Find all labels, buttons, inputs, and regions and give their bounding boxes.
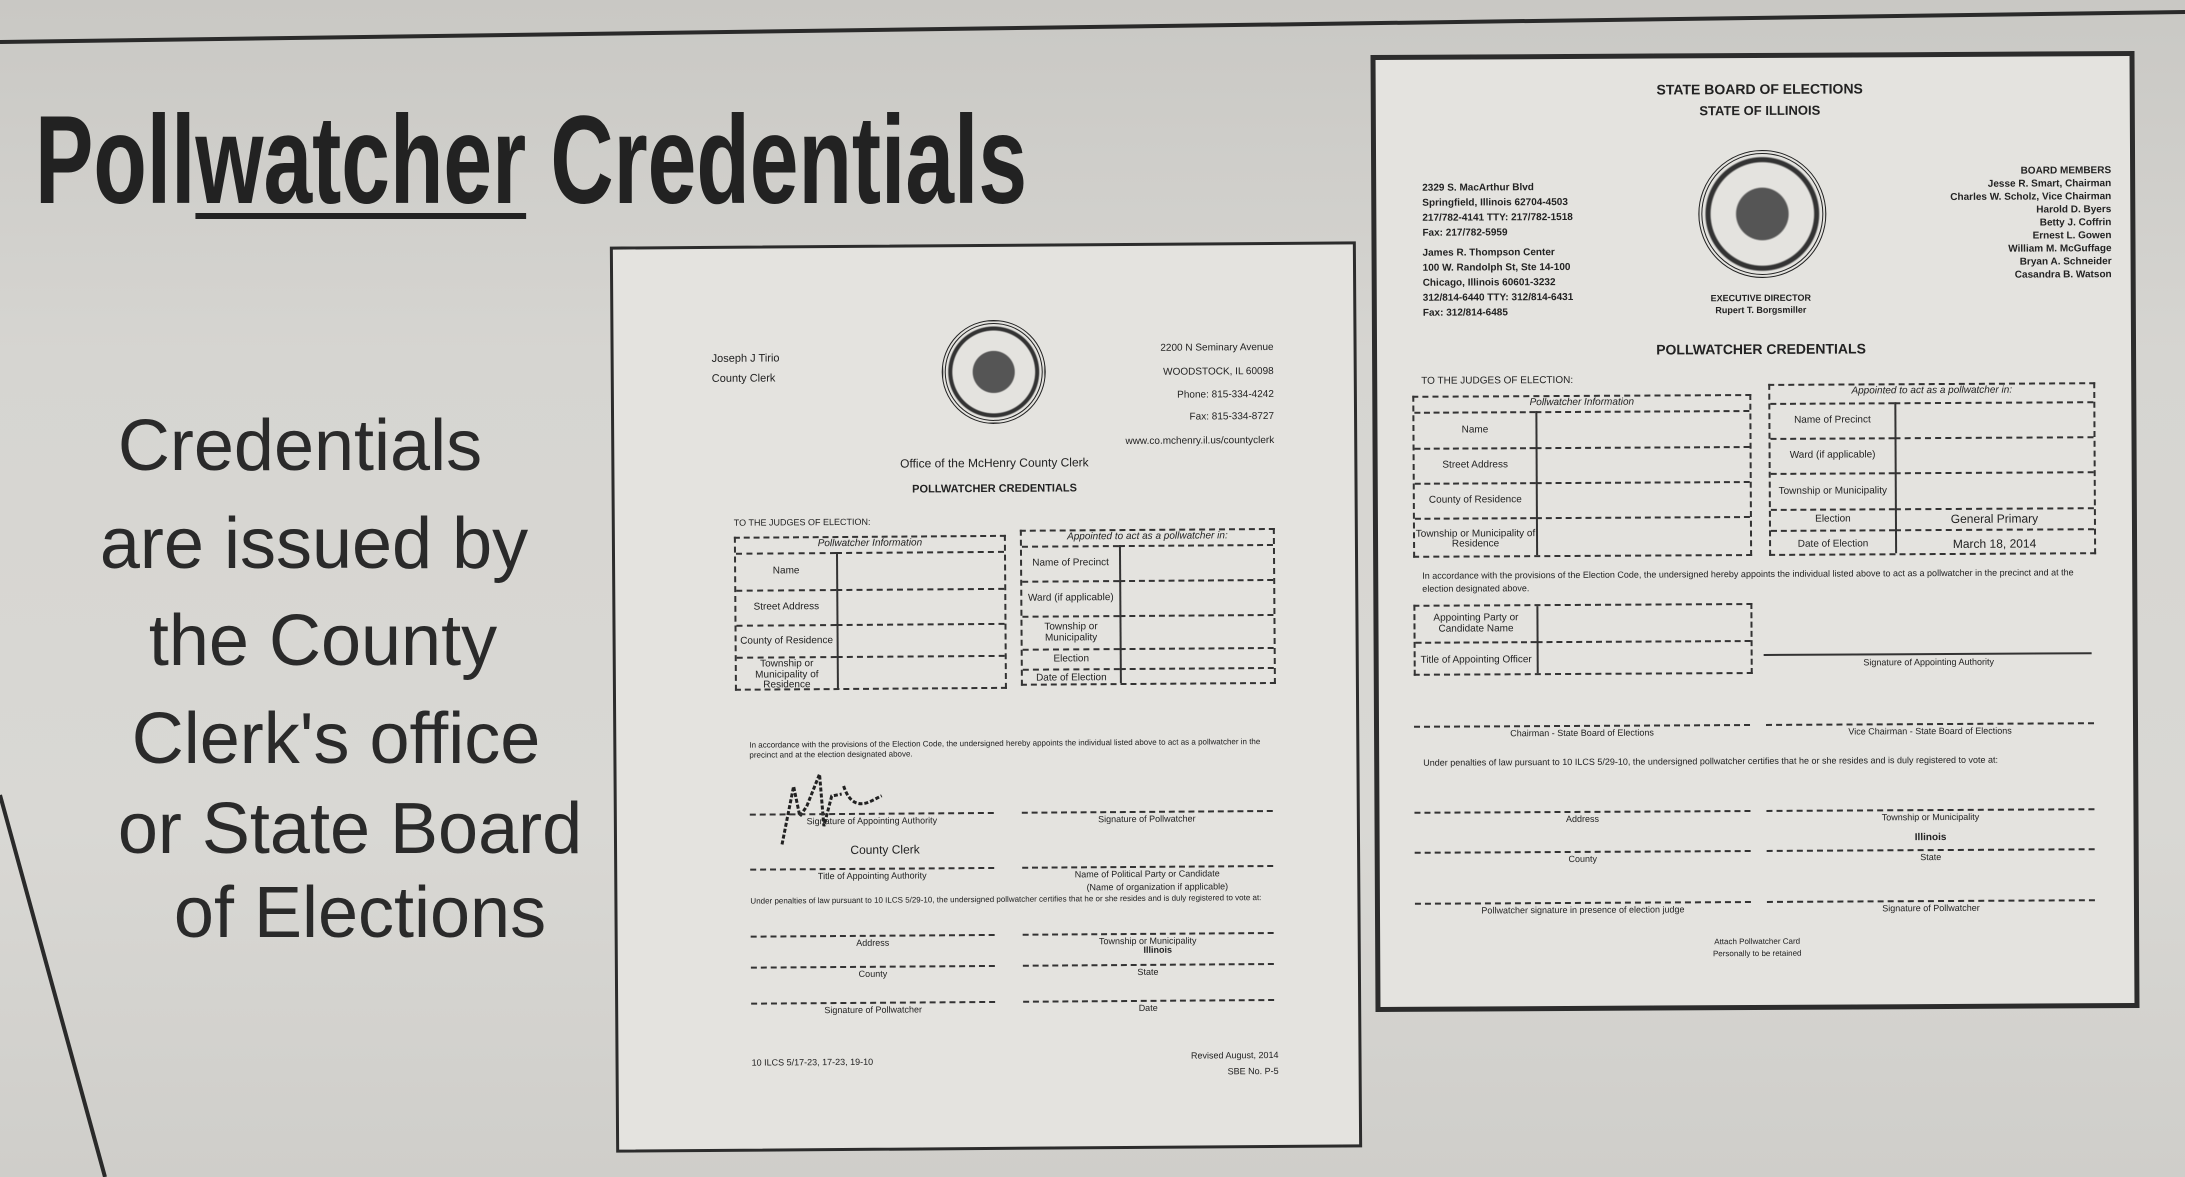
state-value: Illinois — [1914, 832, 1947, 844]
table-row-label: Name — [736, 552, 836, 590]
table-row-value[interactable] — [1894, 401, 2093, 437]
clerk-title: County Clerk — [711, 372, 776, 385]
line-caption: Township or Municipality — [1881, 811, 1980, 823]
table-row-label: Ward (if applicable) — [1022, 580, 1119, 616]
chicago-address-line: 100 W. Randolph St, Ste 14-100 — [1422, 261, 1571, 274]
certification-text: Under penalties of law pursuant to 10 ILCS 5/29-10, the undersigned pollwatcher certifies that he or she resides and is duly registered to vote at: — [1423, 754, 1999, 768]
director-title: EXECUTIVE DIRECTOR — [1710, 292, 1811, 304]
table-row-label: Street Address — [736, 589, 836, 625]
page-title — [35, 91, 1027, 230]
form-heading: POLLWATCHER CREDENTIALS — [1656, 340, 1866, 358]
table-row-value[interactable] — [1119, 579, 1273, 615]
board-member: Harold D. Byers — [2036, 204, 2112, 216]
line-caption: Pollwatcher signature in presence of election judge — [1481, 904, 1685, 916]
clerk-caption: County Clerk — [850, 842, 920, 857]
county-clerk-credential-form — [610, 241, 1362, 1152]
table-row-label: Ward (if applicable) — [1771, 437, 1895, 473]
line-subcaption: (Name of organization if applicable) — [1086, 881, 1229, 893]
clerk-signature — [771, 766, 897, 849]
table-row-value[interactable] — [1536, 605, 1750, 641]
county-address-line: Phone: 815-334-4242 — [1177, 388, 1274, 401]
line-caption: State — [1137, 966, 1159, 977]
table-row-value[interactable] — [1119, 544, 1273, 580]
county-address-line: WOODSTOCK, IL 60098 — [1163, 365, 1274, 378]
certification-text: Under penalties of law pursuant to 10 ILCS 5/29-10, the undersigned pollwatcher certifies that he or she resides and is duly registered to vote at: — [750, 893, 1262, 906]
table-row-value[interactable] — [1119, 614, 1273, 648]
table-row-label: County of Residence — [736, 624, 836, 657]
line-caption: Signature of Appointing Authority — [1863, 656, 1995, 668]
table-row-value[interactable] — [1536, 481, 1750, 517]
table-row-label: Election — [1771, 508, 1895, 530]
line-caption: County — [858, 968, 888, 979]
table-row-value[interactable] — [1120, 667, 1274, 687]
line-caption: Signature of Pollwatcher — [1882, 902, 1980, 914]
table-row-label: Township or Municipality — [1771, 472, 1895, 509]
state-seal-icon — [1698, 150, 1827, 279]
springfield-address-line: Fax: 217/782-5959 — [1422, 227, 1508, 239]
springfield-address-line: Springfield, Illinois 62704-4503 — [1422, 196, 1568, 209]
table-row-value[interactable] — [1536, 516, 1750, 559]
body-text-line: the County — [148, 601, 498, 681]
line-caption: Date — [1138, 1002, 1158, 1013]
salutation: TO THE JUDGES OF ELECTION: — [1421, 374, 1574, 387]
agency-name: STATE BOARD OF ELECTIONS — [1656, 80, 1863, 98]
table-row-value[interactable] — [1537, 640, 1751, 677]
county-address-line: www.co.mchenry.il.us/countyclerk — [1125, 434, 1275, 448]
table-row-label: Date of Election — [1771, 529, 1895, 558]
line-caption: Vice Chairman - State Board of Elections — [1848, 725, 2012, 737]
signature-line — [1764, 652, 2092, 656]
table-row-value[interactable] — [1535, 410, 1749, 447]
table-row-value[interactable]: March 18, 2014 — [1895, 528, 2094, 557]
line-caption: State — [1920, 852, 1942, 863]
appointment-text: In accordance with the provisions of the Election Code, the undersigned hereby appoints the individual listed above to act as a pollwatcher in the precinct and at the election designated above. — [1422, 567, 2074, 594]
table-row-label: Name — [1414, 411, 1535, 448]
precinct-table — [1768, 382, 2096, 556]
form-heading: POLLWATCHER CREDENTIALS — [912, 482, 1077, 496]
county-seal-icon — [941, 320, 1046, 425]
board-member: Ernest L. Gowen — [2032, 230, 2112, 242]
board-member: Betty J. Coffrin — [2039, 217, 2112, 229]
county-address-line: Fax: 815-334-8727 — [1189, 410, 1275, 423]
title-part: Poll — [35, 91, 196, 230]
title-underlined-part: watcher — [195, 91, 527, 230]
table-row-value[interactable] — [1536, 446, 1750, 482]
line-caption: Township or Municipality — [1098, 935, 1197, 947]
line-caption: Address — [856, 937, 890, 948]
table-row-label: Title of Appointing Officer — [1416, 641, 1537, 678]
title-part: Credentials — [526, 91, 1027, 230]
chicago-address-line: Fax: 312/814-6485 — [1422, 307, 1508, 319]
frame-top-line — [0, 12, 2185, 42]
table-header: Pollwatcher Information — [1529, 396, 1635, 409]
county-address-line: 2200 N Seminary Avenue — [1160, 341, 1274, 354]
table-row-value[interactable] — [1120, 647, 1274, 668]
table-row-label: Appointing Party or Candidate Name — [1433, 612, 1519, 635]
precinct-table — [1020, 528, 1276, 686]
table-row-value[interactable] — [1895, 471, 2094, 508]
line-caption: Chairman - State Board of Elections — [1510, 727, 1654, 739]
board-heading: BOARD MEMBERS — [2020, 165, 2112, 177]
springfield-address-line: 2329 S. MacArthur Blvd — [1422, 182, 1534, 194]
table-row-value[interactable]: General Primary — [1895, 507, 2094, 529]
line-caption: Address — [1565, 813, 1600, 824]
clerk-name: Joseph J Tirio — [711, 352, 780, 365]
salutation: TO THE JUDGES OF ELECTION: — [733, 516, 871, 528]
table-row-value[interactable] — [836, 588, 1004, 624]
chicago-address-line: 312/814-6440 TTY: 312/814-6431 — [1422, 291, 1574, 304]
footer-line: Attach Pollwatcher Card — [1714, 936, 1801, 947]
table-row-label: Date of Election — [1023, 668, 1120, 688]
table-row-value[interactable] — [836, 551, 1004, 589]
springfield-address-line: 217/782-4141 TTY: 217/782-1518 — [1422, 211, 1573, 224]
line-caption: Name of Political Party or Candidate — [1074, 868, 1220, 880]
appointment-text: In accordance with the provisions of the Election Code, the undersigned hereby appoints the individual listed above to act as a pollwatcher in the precinct and at the election designated above. — [749, 737, 1261, 761]
board-member: Bryan A. Schneider — [2019, 256, 2112, 268]
appointing-party-table — [1413, 603, 1752, 676]
board-member: William M. McGuffage — [2008, 243, 2112, 255]
chicago-address-line: Chicago, Illinois 60601-3232 — [1422, 277, 1556, 289]
table-row-value[interactable] — [1895, 436, 2094, 472]
table-header: Appointed to act as a pollwatcher in: — [1067, 530, 1228, 543]
board-member: Charles W. Scholz, Vice Chairman — [1950, 191, 2112, 203]
table-row-label: Township or Municipality of Residence — [737, 656, 837, 693]
table-row-label: Election — [1023, 648, 1120, 669]
footer-right-line: SBE No. P-5 — [1227, 1065, 1279, 1077]
footer-right-line: Revised August, 2014 — [1190, 1049, 1279, 1061]
state-name: STATE OF ILLINOIS — [1699, 102, 1821, 119]
table-row-value[interactable] — [837, 655, 1005, 692]
chicago-address-line: James R. Thompson Center — [1422, 247, 1555, 259]
table-header: Pollwatcher Information — [817, 537, 923, 550]
footer-line: Personally to be retained — [1712, 948, 1802, 959]
state-value: Illinois — [1143, 944, 1173, 955]
table-row-label: Name of Precinct — [1770, 402, 1894, 438]
table-row-label: County of Residence — [1415, 482, 1536, 518]
footer-left: 10 ILCS 5/17-23, 17-23, 19-10 — [751, 1056, 874, 1068]
table-header: Appointed to act as a pollwatcher in: — [1851, 384, 2013, 397]
body-text-line: Credentials — [117, 406, 483, 486]
pollwatcher-info-table — [1412, 394, 1752, 558]
board-member: Jesse R. Smart, Chairman — [1987, 178, 2112, 190]
line-caption: Signature of Pollwatcher — [1098, 813, 1196, 825]
body-text-line: are issued by — [99, 504, 529, 584]
director-name: Rupert T. Borgsmiller — [1715, 304, 1807, 316]
body-text-line: Clerk's office — [131, 699, 541, 779]
table-row-label: Street Address — [1415, 447, 1536, 483]
line-caption: Signature of Appointing Authority — [806, 815, 938, 827]
office-name: Office of the McHenry County Clerk — [900, 455, 1089, 471]
body-text-line: or State Board — [117, 789, 583, 869]
board-member: Casandra B. Watson — [2014, 269, 2112, 281]
table-row-label: Township or Municipality of Residence — [1415, 517, 1536, 560]
frame-left-line — [0, 795, 105, 1177]
table-row-value[interactable] — [836, 623, 1004, 656]
table-row-label: Name of Precinct — [1022, 545, 1119, 581]
body-text-line: of Elections — [173, 873, 547, 953]
line-caption: County — [1568, 853, 1598, 864]
line-caption: Signature of Pollwatcher — [824, 1004, 922, 1016]
state-board-credential-form — [1370, 51, 2139, 1012]
pollwatcher-info-table — [734, 535, 1007, 691]
line-caption: Title of Appointing Authority — [817, 870, 927, 882]
table-row-label: Township or Municipality — [1022, 615, 1119, 649]
